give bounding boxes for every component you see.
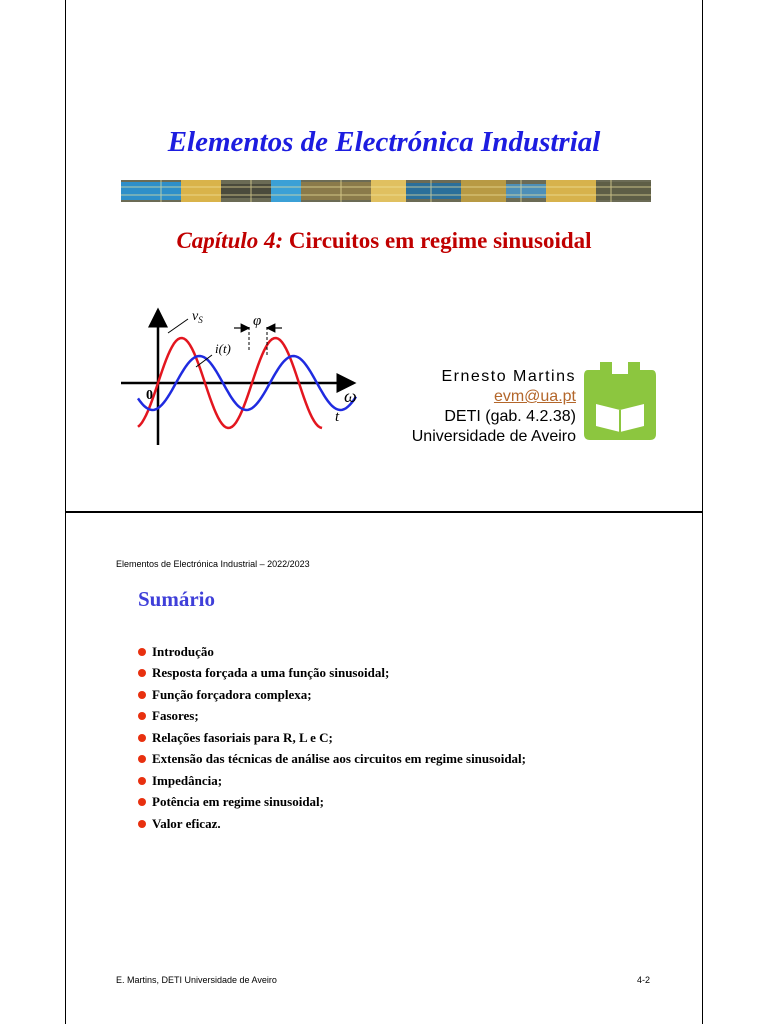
author-email-link[interactable]: evm@ua.pt [493,388,576,405]
decorative-circuit-band [121,180,651,202]
i-label: i(t) [215,341,231,356]
list-item: Valor eficaz. [138,813,526,835]
university-logo-icon [584,362,656,440]
summary-heading: Sumário [138,587,216,611]
slide-subtitle [66,228,702,254]
bullet-icon [138,712,146,720]
author-name: Ernesto Martins [441,368,576,385]
chapter-label: Capítulo 4: [176,228,284,253]
bullet-icon [138,734,146,742]
footer-author: E. Martins, DETI Universidade de Aveiro [116,975,277,985]
list-item: Potência em regime sinusoidal; [138,792,526,814]
list-item: Relações fasoriais para R, L e C; [138,727,526,749]
bullet-icon [138,820,146,828]
bullet-icon [138,648,146,656]
list-item: Impedância; [138,770,526,792]
list-item: Função forçadora complexa; [138,684,526,706]
author-block [412,367,576,447]
author-office: DETI (gab. 4.2.38) [444,408,576,425]
list-item: Introdução [138,641,526,663]
vs-pointer [168,319,188,333]
list-item: Extensão das técnicas de análise aos circuitos em regime sinusoidal; [138,749,526,771]
sinusoid-figure [116,305,366,445]
page-number: 4-2 [636,975,650,985]
list-item: Resposta forçada a uma função sinusoidal; [138,663,526,685]
bullet-icon [138,691,146,699]
vs-label: $v_S$ [192,309,203,325]
slide-title: Elementos de Electrónica Industrial [167,126,601,158]
slide-header: Elementos de Electrónica Industrial – 2022/2023 [116,559,310,569]
list-item: Fasores; [138,706,526,728]
origin-label: 0 [146,388,153,403]
bullet-icon [138,755,146,763]
omega-label: ω [344,386,357,406]
author-university: Universidade de Aveiro [411,428,576,445]
chapter-title: Circuitos em regime sinusoidal [288,228,592,253]
bullet-icon [138,669,146,677]
t-label: t [335,409,340,425]
slide-1 [65,0,703,512]
summary-list [138,641,526,835]
slide-2 [65,512,703,1024]
bullet-icon [138,798,146,806]
bullet-icon [138,777,146,785]
phi-label: φ [253,313,262,329]
